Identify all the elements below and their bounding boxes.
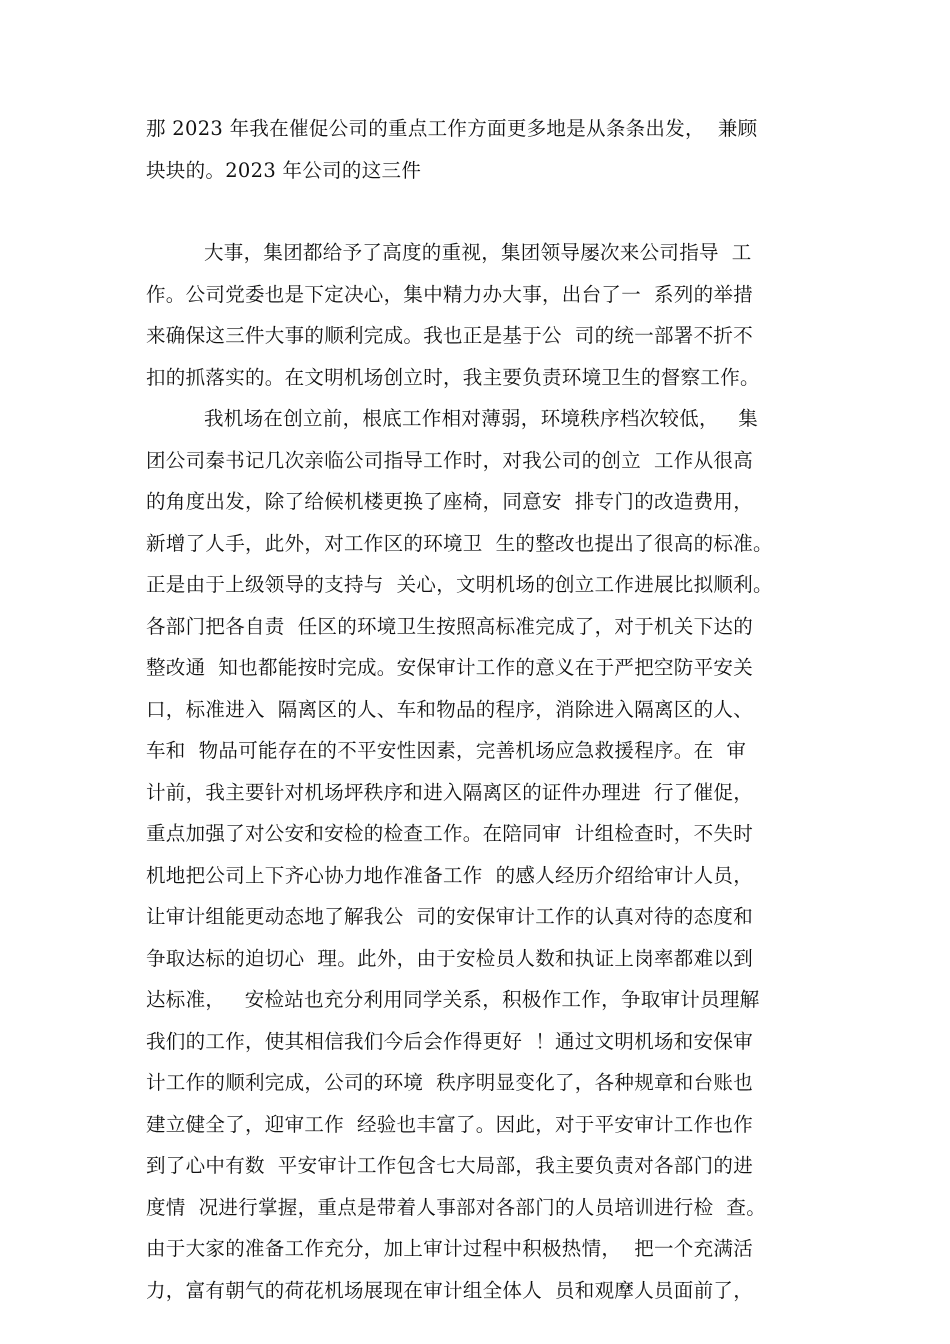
text-line: 建立健全了，迎审工作 经验也丰富了。因此，对于平安审计工作也作: [146, 1112, 753, 1136]
text-line: 重点加强了对公安和安检的检查工作。在陪同审 计组检查时，不失时: [146, 822, 753, 845]
text-line: 达标准， 安检站也充分利用同学关系，积极作工作，争取审计员理解: [146, 988, 760, 1011]
text-line: 计前，我主要针对机场坪秩序和进入隔离区的证件办理进 行了催促，: [146, 780, 753, 804]
text-line: 计工作的顺利完成，公司的环境 秩序明显变化了，各种规章和台账也: [146, 1071, 753, 1094]
text-line: 新增了人手，此外，对工作区的环境卫 生的整改也提出了很高的标准。: [146, 531, 773, 555]
text-line: 块块的。2023 年公司的这三件: [146, 158, 422, 182]
text-line: 团公司秦书记几次亲临公司指导工作时，对我公司的创立 工作从很高: [146, 448, 753, 472]
text-line: 的角度出发，除了给候机楼更换了座椅，同意安 排专门的改造费用，: [146, 490, 753, 513]
text-line: 由于大家的准备工作充分，加上审计过程中积极热情， 把一个充满活: [146, 1237, 753, 1260]
text-line: 争取达标的迫切心 理。此外，由于安检员人数和执证上岗率都难以到: [146, 946, 753, 970]
text-line: 整改通 知也都能按时完成。安保审计工作的意义在于严把空防平安关: [146, 656, 753, 679]
text-line: 到了心中有数 平安审计工作包含七大局部，我主要负责对各部门的进: [146, 1154, 753, 1177]
text-line: 作。公司党委也是下定决心，集中精力办大事，出台了一 系列的举措: [146, 282, 753, 306]
text-line: 度情 况进行掌握，重点是带着人事部对各部门的人员培训进行检 查。: [146, 1195, 766, 1219]
text-line: 正是由于上级领导的支持与 关心，文明机场的创立工作进展比拟顺利。: [146, 573, 773, 596]
text-line: 我们的工作，使其相信我们今后会作得更好 ！通过文明机场和安保审: [146, 1029, 753, 1053]
text-line: 机地把公司上下齐心协力地作准备工作 的感人经历介绍给审计人员，: [146, 863, 753, 887]
text-line: 车和 物品可能存在的不平安性因素，完善机场应急救援程序。在 审: [146, 739, 747, 762]
text-line: 来确保这三件大事的顺利完成。我也正是基于公 司的统一部署不折不: [146, 324, 753, 347]
text-line: 我机场在创立前，根底工作相对薄弱，环境秩序档次较低， 集: [204, 407, 759, 430]
paragraph-3: [146, 398, 826, 1311]
text-line: 扣的抓落实的。在文明机场创立时，我主要负责环境卫生的督察工作。: [146, 365, 760, 389]
paragraph-1: [146, 108, 826, 191]
text-line: 各部门把各自责 任区的环境卫生按照高标准完成了，对于机关下达的: [146, 614, 753, 638]
text-line: 口，标准进入 隔离区的人、车和物品的程序，消除进入隔离区的人、: [146, 697, 753, 721]
text-line: 让审计组能更动态地了解我公 司的安保审计工作的认真对待的态度和: [146, 905, 753, 928]
text-line: 那 2023 年我在催促公司的重点工作方面更多地是从条条出发， 兼顾: [146, 117, 758, 140]
paragraph-2: [146, 232, 826, 398]
text-line: 力，富有朝气的荷花机场展现在审计组全体人 员和观摩人员面前了，: [146, 1278, 753, 1302]
text-line: 大事，集团都给予了高度的重视，集团领导屡次来公司指导 工: [204, 241, 752, 264]
